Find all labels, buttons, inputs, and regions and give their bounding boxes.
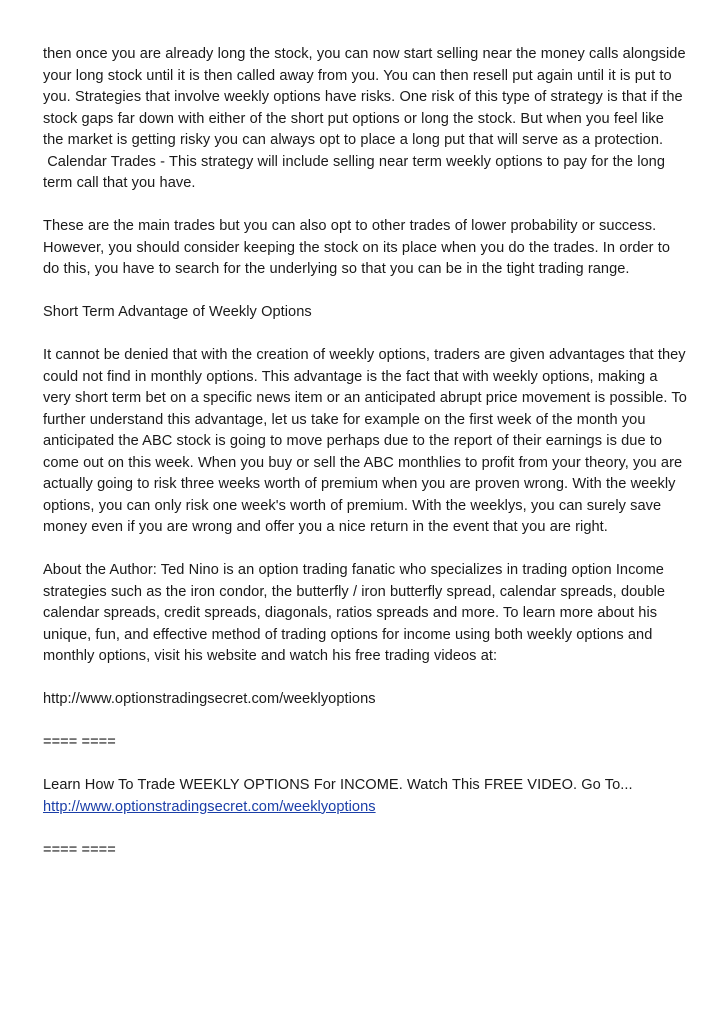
author-url: http://www.optionstradingsecret.com/weeklyoptions: [43, 691, 376, 707]
calendar-trades-text: Calendar Trades - This strategy will include selling near term weekly options to pay for the long term call that you have.: [43, 153, 666, 191]
document-page: [43, 44, 688, 883]
separator: ==== ====: [43, 841, 116, 858]
cta-text: Learn How To Trade WEEKLY OPTIONS For INCOME. Watch This FREE VIDEO. Go To...: [43, 777, 633, 793]
body-paragraph: These are the main trades but you can also opt to other trades of lower probability or success. However, you should consider keeping the stock on its place when you do the trades. In order to do this, you have to search for the underlying so that you can be in the tight trading range.: [43, 218, 671, 277]
body-paragraph: then once you are already long the stock, you can now start selling near the money calls alongside your long stock until it is then called away from you. You can then resell put again until it is put to you. Strategies that involve weekly options have risks. One risk of this type of strategy is that if the stock gaps far down with either of the short put options or long the stock. But when you feel like the market is getting risky you can always opt to place a long put that will serve as a protection.: [43, 46, 686, 148]
cta-link[interactable]: http://www.optionstradingsecret.com/weeklyoptions: [43, 798, 376, 815]
section-heading: Short Term Advantage of Weekly Options: [43, 304, 312, 320]
call-to-action: [43, 775, 688, 818]
body-paragraph: [43, 152, 688, 195]
body-paragraph: It cannot be denied that with the creation of weekly options, traders are given advantages that they could not find in monthly options. This advantage is the fact that with weekly options, making a very short term bet on a specific news item or an anticipated abrupt price movement is possible. To further understand this advantage, let us take for example on the first week of the month you anticipated the ABC stock is going to move perhaps due to the report of their earnings is due to come out on this week. When you buy or sell the ABC monthlies to profit from your theory, you are actually going to risk three weeks worth of premium when you are proven wrong. With the weekly options, you can only risk one week's worth of premium. With the weeklys, you can surely save money even if you are wrong and offer you a nice return in the event that you are right.: [43, 347, 687, 535]
author-bio: About the Author: Ted Nino is an option trading fanatic who specializes in trading option Income strategies such as the iron condor, the butterfly / iron butterfly spread, calendar spreads, double calendar spreads, credit spreads, diagonals, ratios spreads and more. To learn more about his unique, fun, and effective method of trading options for income using both weekly options and monthly options, visit his website and watch his free trading videos at:: [43, 562, 666, 664]
separator: ==== ====: [43, 734, 116, 750]
